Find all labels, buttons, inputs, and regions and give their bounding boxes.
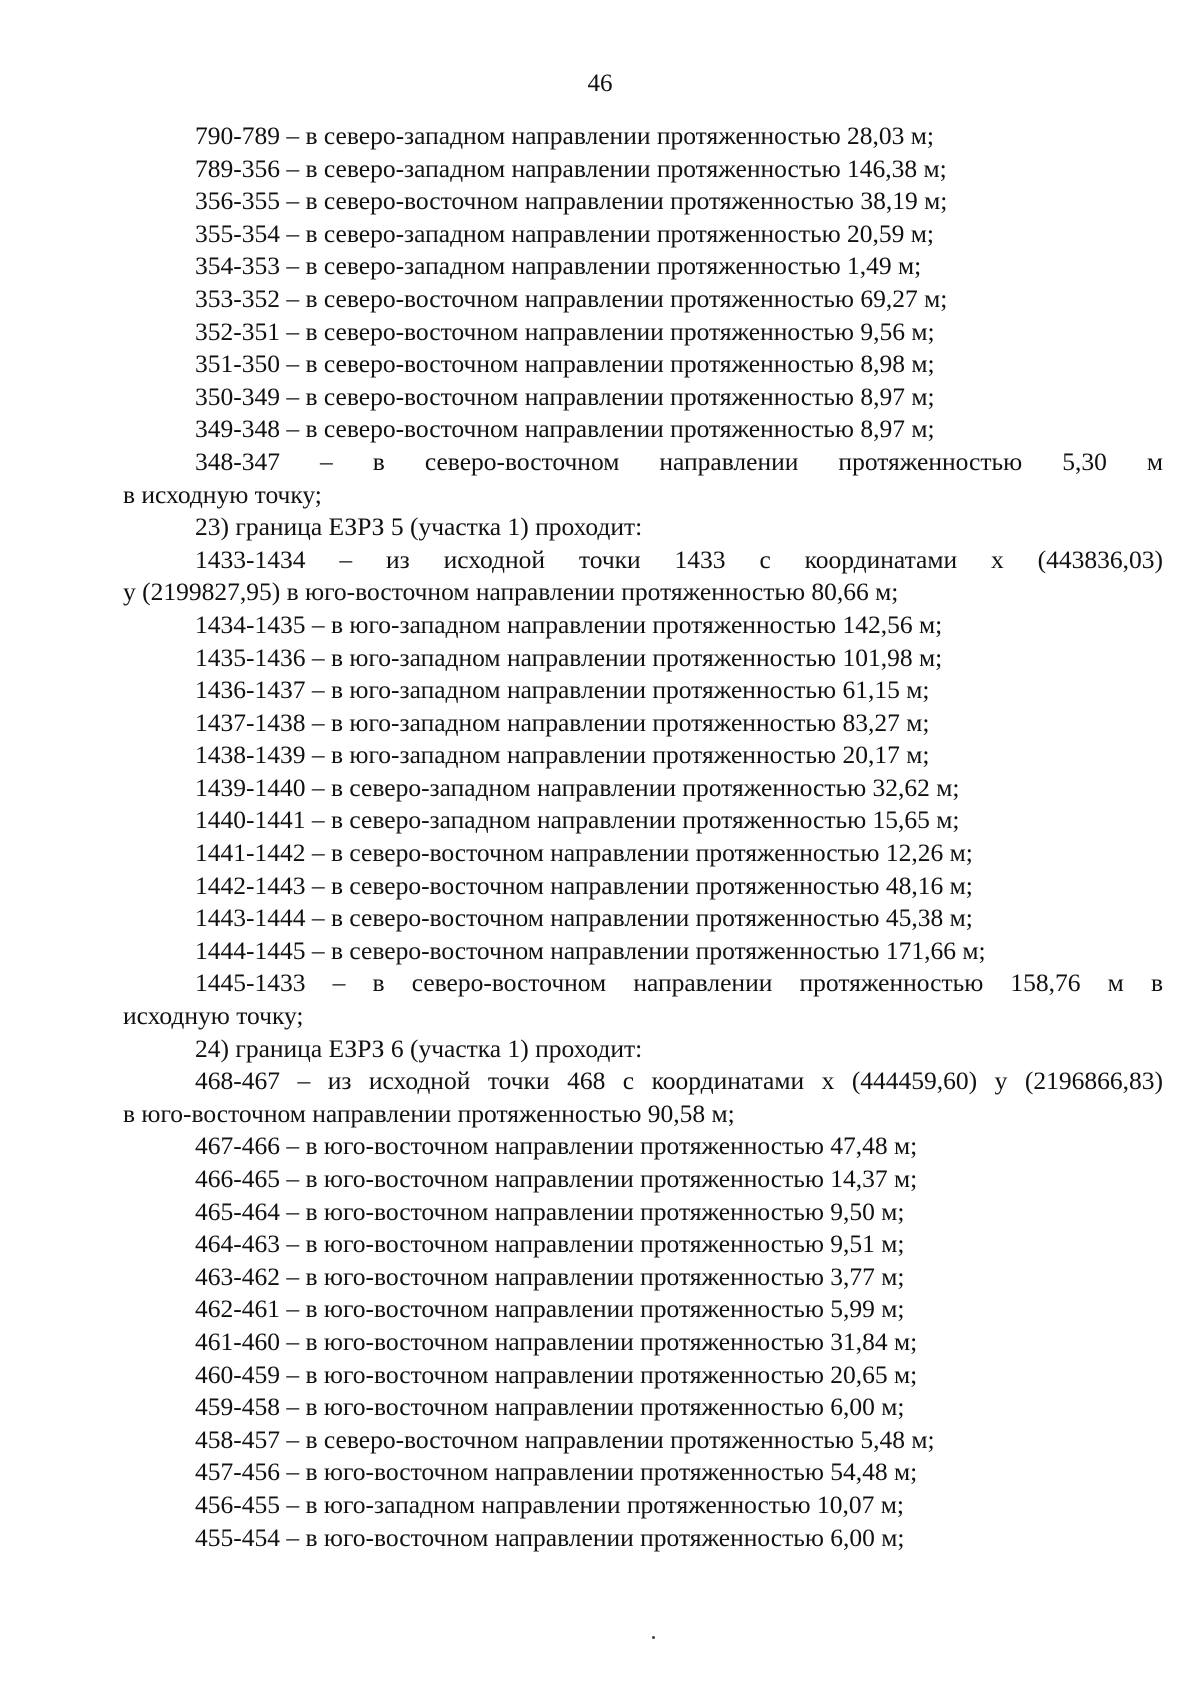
text-line: 1433-1434 – из исходной точки 1433 с координатами х (443836,03) [195,544,1163,574]
text-line: 353-352 – в северо-восточном направлении протяженностью 69,27 м; [195,283,948,313]
text-line: 468-467 – из исходной точки 468 с координатами х (444459,60) у (2196866,83) [195,1066,1163,1096]
text-line: 1434-1435 – в юго-западном направлении протяженностью 142,56 м; [195,609,943,639]
text-line: исходную точку; [123,1001,304,1031]
text-line: 457-456 – в юго-восточном направлении протяженностью 54,48 м; [195,1457,918,1487]
text-line: у (2199827,95) в юго-восточном направлении протяженностью 80,66 м; [123,577,899,607]
text-line: в исходную точку; [123,479,322,509]
text-line: 455-454 – в юго-восточном направлении протяженностью 6,00 м; [195,1522,905,1552]
text-line: 348-347 – в северо-восточном направлении протяженностью 5,30 м [195,446,1163,476]
text-line: 1440-1441 – в северо-западном направлении протяженностью 15,65 м; [195,805,960,835]
text-line: 352-351 – в северо-восточном направлении протяженностью 9,56 м; [195,316,935,346]
text-line: 458-457 – в северо-восточном направлении протяженностью 5,48 м; [195,1424,935,1454]
text-line: 456-455 – в юго-западном направлении протяженностью 10,07 м; [195,1489,904,1519]
page-number: 46 [587,70,613,97]
text-line: 463-462 – в юго-восточном направлении протяженностью 3,77 м; [195,1261,905,1291]
text-line: 464-463 – в юго-восточном направлении протяженностью 9,51 м; [195,1229,905,1259]
text-line: 1443-1444 – в северо-восточном направлении протяженностью 45,38 м; [195,903,973,933]
text-line: 465-464 – в юго-восточном направлении протяженностью 9,50 м; [195,1196,905,1226]
text-line: 354-353 – в северо-западном направлении протяженностью 1,49 м; [195,251,922,281]
text-line: 1439-1440 – в северо-западном направлении протяженностью 32,62 м; [195,772,960,802]
text-line: 351-350 – в северо-восточном направлении протяженностью 8,98 м; [195,349,935,379]
text-line: 790-789 – в северо-западном направлении протяженностью 28,03 м; [195,121,934,150]
text-line: 23) граница ЕЗРЗ 5 (участка 1) проходит: [195,512,643,542]
text-line: 1435-1436 – в юго-западном направлении протяженностью 101,98 м; [195,642,943,672]
text-line: 467-466 – в юго-восточном направлении протяженностью 47,48 м; [195,1131,918,1161]
text-line: в юго-восточном направлении протяженностью 90,58 м; [123,1098,735,1128]
text-line: 1441-1442 – в северо-восточном направлении протяженностью 12,26 м; [195,838,973,868]
text-line: 355-354 – в северо-западном направлении протяженностью 20,59 м; [195,218,934,248]
text-line: 1444-1445 – в северо-восточном направлении протяженностью 171,66 м; [195,935,986,965]
text-line: 349-348 – в северо-восточном направлении протяженностью 8,97 м; [195,414,935,444]
text-line: 460-459 – в юго-восточном направлении протяженностью 20,65 м; [195,1359,918,1389]
text-line: 24) граница ЕЗРЗ 6 (участка 1) проходит: [195,1033,643,1063]
text-line: 1436-1437 – в юго-западном направлении протяженностью 61,15 м; [195,675,930,705]
text-line: 350-349 – в северо-восточном направлении протяженностью 8,97 м; [195,381,935,411]
text-line: 356-355 – в северо-восточном направлении протяженностью 38,19 м; [195,186,948,216]
document-body [123,120,1163,1554]
text-line: 459-458 – в юго-восточном направлении протяженностью 6,00 м; [195,1392,905,1422]
text-line: 789-356 – в северо-западном направлении протяженностью 146,38 м; [195,153,947,183]
text-line: 1437-1438 – в юго-западном направлении протяженностью 83,27 м; [195,707,930,737]
scan-speck [652,1636,655,1639]
text-line: 461-460 – в юго-восточном направлении протяженностью 31,84 м; [195,1326,918,1356]
text-line: 466-465 – в юго-восточном направлении протяженностью 14,37 м; [195,1164,918,1193]
text-line: 1445-1433 – в северо-восточном направлении протяженностью 158,76 м в [195,968,1163,998]
text-line: 1442-1443 – в северо-восточном направлении протяженностью 48,16 м; [195,870,973,900]
text-line: 462-461 – в юго-восточном направлении протяженностью 5,99 м; [195,1294,905,1324]
text-line: 1438-1439 – в юго-западном направлении протяженностью 20,17 м; [195,740,930,770]
